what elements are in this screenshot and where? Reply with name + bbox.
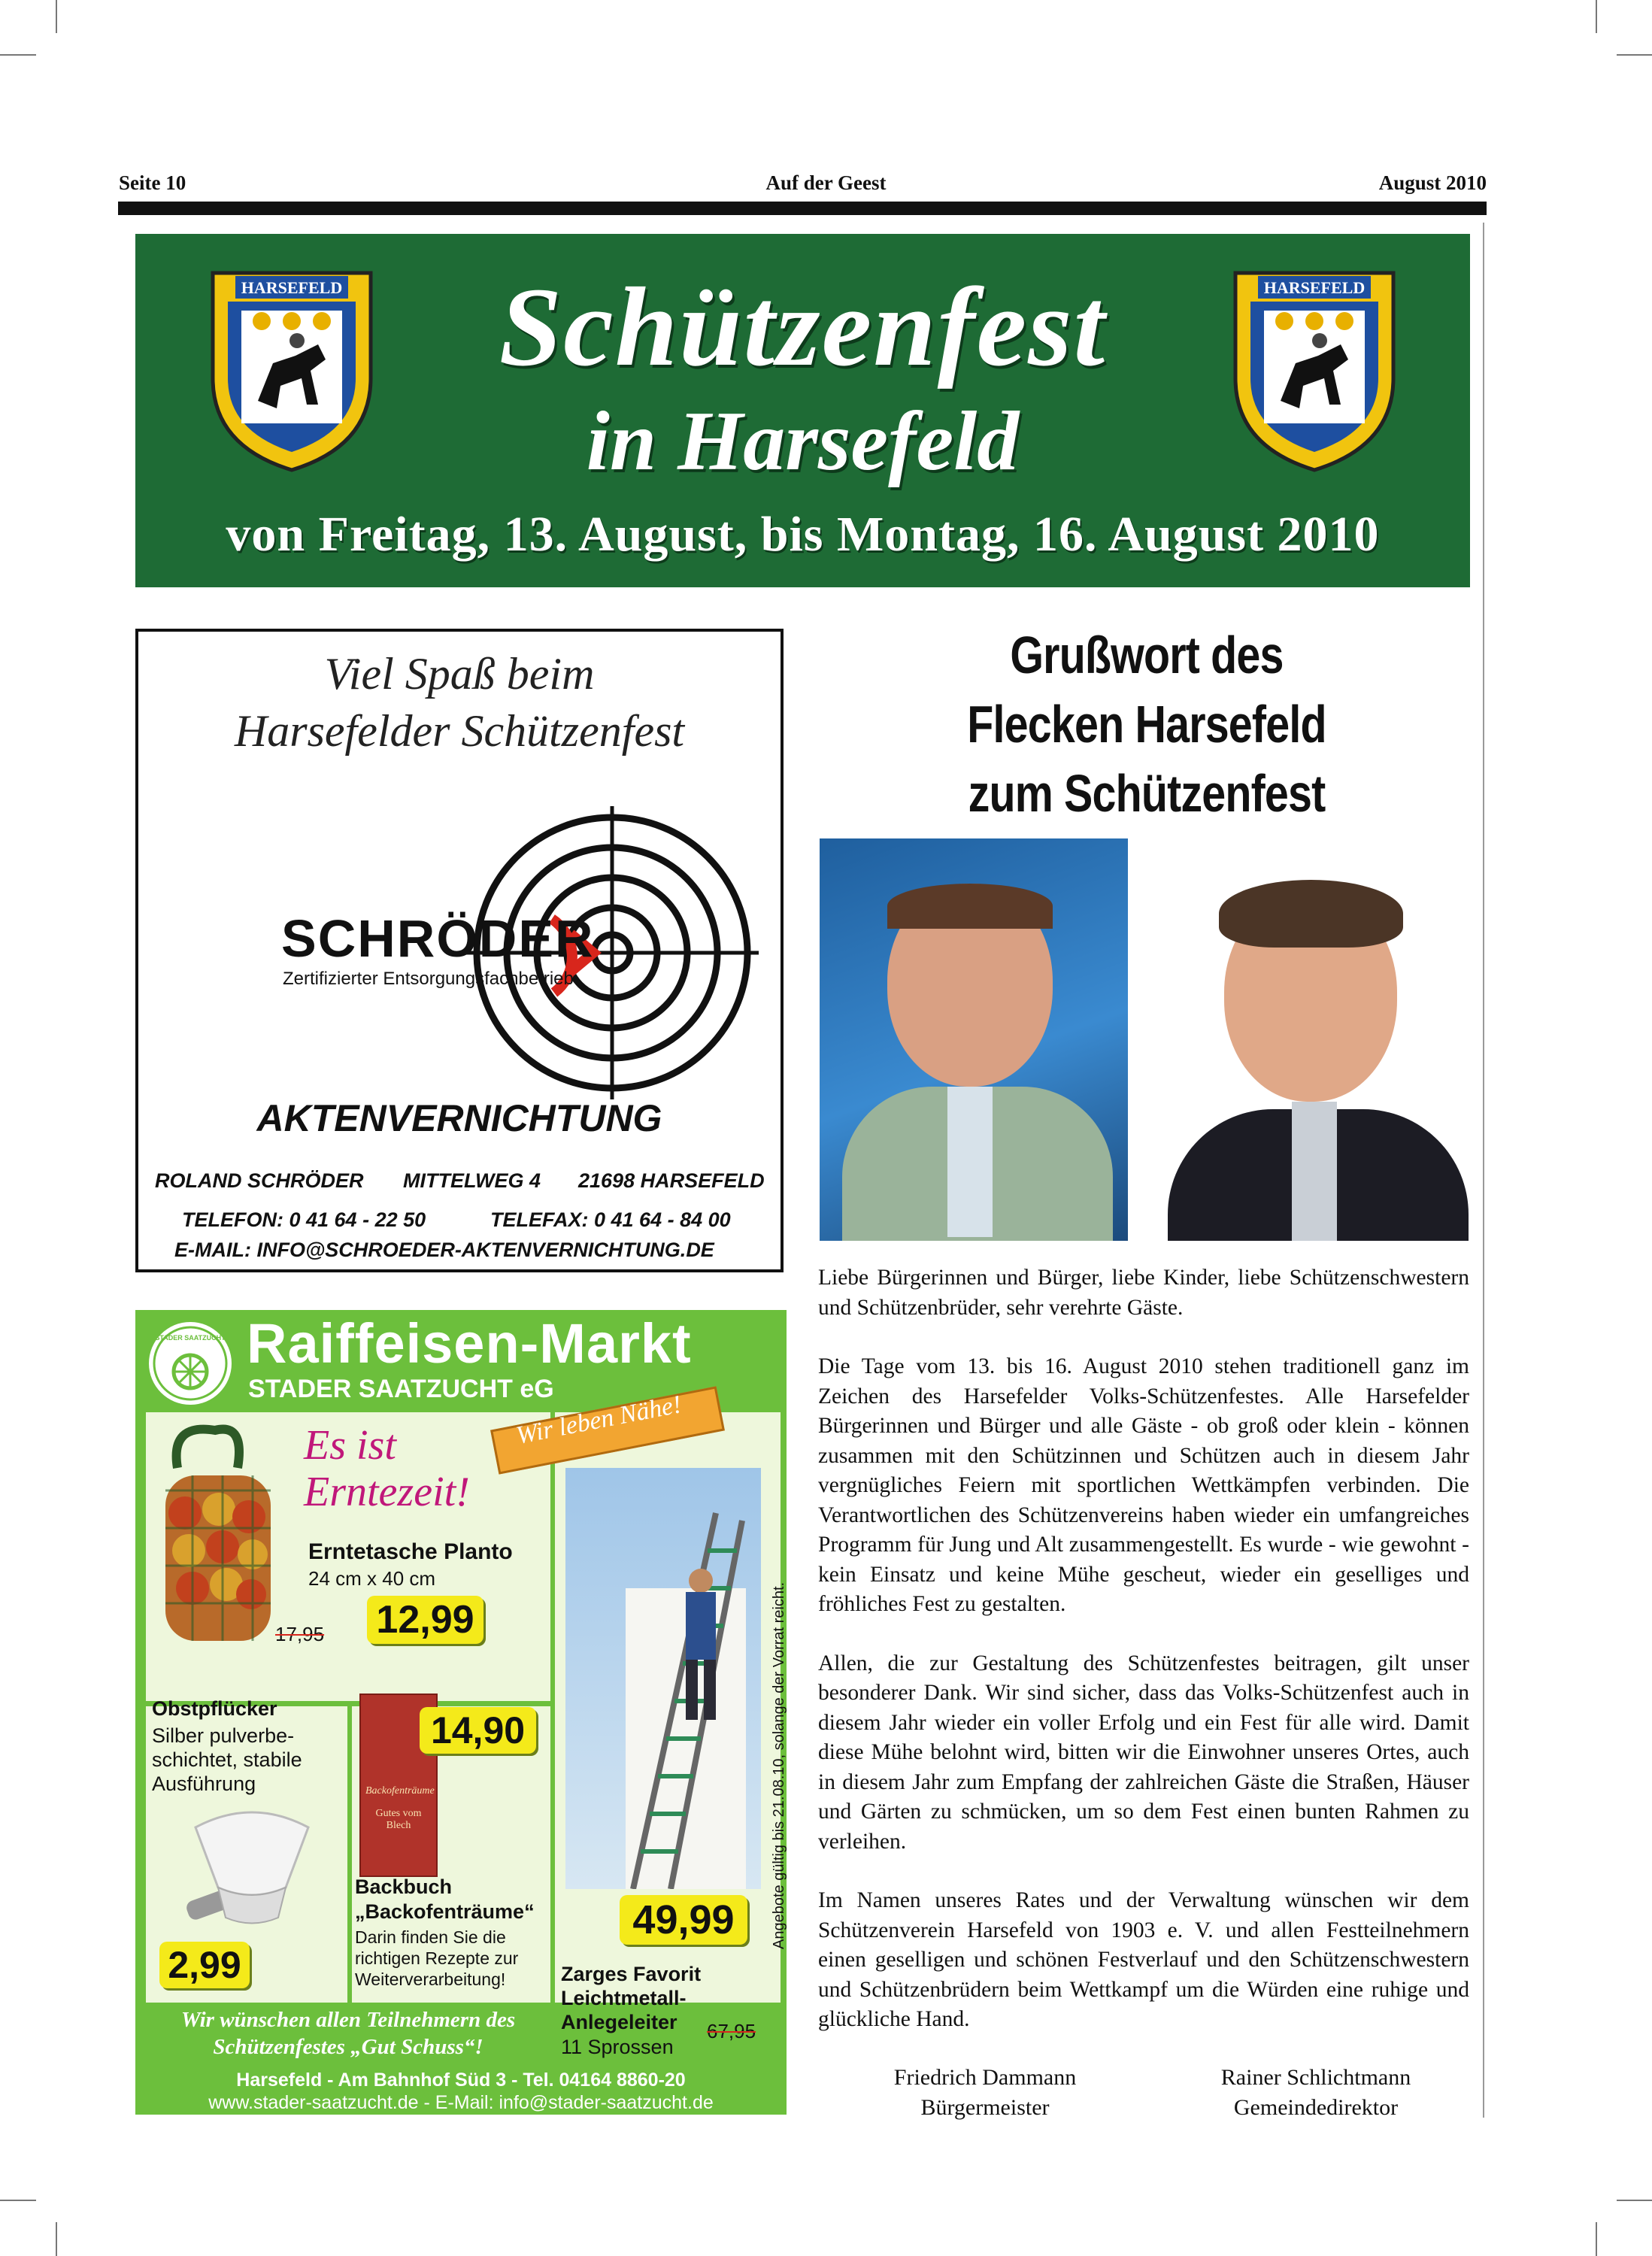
headline-line-1: Grußwort des — [1010, 626, 1284, 684]
signatory-role: Bürgermeister — [920, 2095, 1050, 2120]
item-book-price: 14,90 — [420, 1707, 536, 1754]
hair — [887, 884, 1053, 929]
article-paragraph: Im Namen unseres Rates und der Verwaltung wünschen wir dem Schützenverein Harsefeld von 1903 e. V. und allen Festteilnehmern einen geselligen und schönen Festverlauf und den Schützenschwestern und Schützenbrüdern beim Wettkampf um die Würden eine ruhige und glückliche Hand. — [818, 1888, 1469, 2031]
banner-subtitle: in Harsefeld — [586, 395, 1020, 488]
article-paragraph: Die Tage vom 13. bis 16. August 2010 stehen traditionell ganz im Zeichen des Harsefelder Volks-Schützenfestes. Alle Harsefelder Bürgerinnen und Bürger und alle Gäste - ob groß oder klein - können zusammen mit den Schützinnen und Schützen auch in diesem Jahr vergnügliches Feiern mit sportlichen Wettkämpfen verbinden. Die Verantwortlichen des Schützenvereins haben wieder ein umfangreiches Programm für Jung und Alt zusammengestellt. Es wurde - wie gewohnt - kein Einsatz und keine Mühe gescheut, wieder ein geselliges und fröhliches Fest zu gestalten. — [818, 1354, 1469, 1616]
headline-line-2: Flecken Harsefeld — [967, 695, 1326, 754]
item-bag-name: Erntetasche Planto — [308, 1539, 513, 1564]
schroeder-ad — [135, 629, 784, 1272]
article-paragraph: Allen, die zur Gestaltung des Schützenfestes beitragen, gilt unser besonderer Dank. Wir sind sicher, dass das Volks-Schützenfest auch in diesem Jahr wieder ein voller Erfolg und ein Fest für alle wird. Damit diese Mühe belohnt wird, bitten wir die Einwohner unseres Ortes, auch in diesem Jahr zum Empfang der zahlreichen Gäste die Straßen, Häuser und Gärten zu schmücken, um so dem Fest einen bunten Rahmen zu verleihen. — [818, 1651, 1469, 1854]
crop-mark — [56, 2222, 57, 2256]
ad-fax: TELEFAX: 0 41 64 - 84 00 — [490, 1208, 731, 1231]
ladder-photo — [565, 1468, 761, 1889]
crop-mark — [56, 0, 57, 33]
harvest-bag-image — [155, 1423, 281, 1648]
ad-email: E-MAIL: INFO@SCHROEDER-AKTENVERNICHTUNG.DE — [174, 1239, 714, 1261]
article-body — [818, 1263, 1469, 2064]
crop-mark — [1617, 54, 1652, 56]
raiffeisen-title: Raiffeisen-Markt — [247, 1312, 692, 1375]
item-book-subtitle: „Backofenträume“ — [355, 1900, 535, 1923]
item-ladder-name: Zarges Favorit — [561, 1963, 702, 1985]
item-picker-price: 2,99 — [159, 1942, 250, 1988]
shirt — [1292, 1102, 1337, 1241]
signatory-name: Friedrich Dammann — [893, 2065, 1077, 2090]
crop-mark — [1596, 0, 1597, 33]
item-ladder-name2: Leichtmetall- — [561, 1987, 687, 2009]
item-book-name: Backbuch — [355, 1875, 453, 1898]
wish-line-1: Wir wünschen allen Teilnehmern des — [180, 2008, 516, 2032]
crop-mark — [1617, 2200, 1652, 2201]
wish-line-2: Schützenfestes „Gut Schuss“! — [213, 2035, 483, 2059]
shirt — [947, 1087, 993, 1237]
item-book-desc: Darin finden Sie die richtigen Rezepte zur Weiterverarbeitung! — [355, 1927, 519, 1989]
ad-city: 21698 HARSEFELD — [578, 1169, 765, 1192]
signatory-role: Gemeindedirektor — [1233, 2095, 1399, 2120]
book-subtitle: Gutes vom Blech — [375, 1808, 422, 1831]
article-headline — [875, 620, 1418, 828]
ladder-icon — [611, 1498, 746, 1889]
signature-dammann — [842, 2063, 1128, 2123]
signatory-name: Rainer Schlichtmann — [1220, 2065, 1411, 2090]
ad-slogan-line2: Harsefelder Schützenfest — [234, 706, 685, 756]
fruit-picker-image — [173, 1797, 331, 1948]
crop-mark — [0, 54, 36, 56]
validity-note: Angebote gültig bis 21.08.10, solange der Vorrat reicht. — [771, 1581, 787, 1949]
raiffeisen-ad — [135, 1310, 787, 2115]
crest-label: HARSEFELD — [1263, 278, 1366, 297]
portrait-dammann — [820, 838, 1128, 1241]
item-ladder-desc: 11 Sprossen — [561, 2036, 674, 2058]
festival-banner — [135, 234, 1470, 587]
hair — [1219, 880, 1403, 948]
item-bag-old-price: 17,95 — [275, 1623, 325, 1645]
item-ladder-price: 49,99 — [620, 1895, 747, 1945]
raiffeisen-address: Harsefeld - Am Bahnhof Süd 3 - Tel. 04164 8860-20 — [236, 2070, 686, 2091]
harvest-heading-2: Erntezeit! — [304, 1469, 470, 1515]
headline-line-3: zum Schützenfest — [968, 764, 1326, 823]
ad-headline: AKTENVERNICHTUNG — [256, 1097, 662, 1139]
ribbon-text: Wir leben Nähe! — [514, 1390, 684, 1450]
ad-slogan-line1: Viel Spaß beim — [324, 649, 595, 699]
ad-phone: TELEFON: 0 41 64 - 22 50 — [182, 1208, 426, 1231]
column-rule — [1483, 223, 1484, 2118]
saatzucht-logo-icon — [146, 1319, 235, 1408]
raiffeisen-web: www.stader-saatzucht.de - E-Mail: info@stader-saatzucht.de — [208, 2092, 714, 2113]
ad-owner: ROLAND SCHRÖDER — [155, 1169, 364, 1192]
harvest-heading-1: Es ist — [304, 1422, 396, 1469]
article-paragraph: Liebe Bürgerinnen und Bürger, liebe Kinder, liebe Schützenschwestern und Schützenbrüder, sehr verehrte Gäste. — [818, 1266, 1469, 1320]
ad-street: MITTELWEG 4 — [403, 1169, 541, 1192]
item-ladder-old-price: 67,95 — [707, 2020, 756, 2042]
item-picker-desc: Silber pulverbe- schichtet, stabile Ausführung — [152, 1724, 302, 1795]
logo-caption: STADER SAATZUCHT — [155, 1334, 226, 1342]
banner-dates: von Freitag, 13. August, bis Montag, 16. August 2010 — [226, 507, 1380, 562]
banner-title: Schützenfest — [499, 265, 1107, 390]
signature-schlichtmann — [1173, 2063, 1459, 2123]
schroeder-logo-sub: Zertifizierter Entsorgungsfachbetrieb — [283, 969, 574, 989]
header-rule — [118, 202, 1487, 215]
schroeder-logo: SCHRÖDER — [281, 909, 595, 968]
page-number: Seite 10 — [119, 171, 186, 194]
crop-mark — [0, 2200, 36, 2201]
item-bag-price: 12,99 — [367, 1596, 483, 1644]
crop-mark — [1596, 2222, 1597, 2256]
newspaper-name: Auf der Geest — [765, 171, 887, 194]
crest-label: HARSEFELD — [241, 278, 343, 297]
issue-date: August 2010 — [1378, 171, 1487, 194]
item-ladder-name3: Anlegeleiter — [561, 2011, 677, 2033]
item-bag-size: 24 cm x 40 cm — [308, 1567, 436, 1590]
book-title: Backofenträume — [365, 1785, 435, 1797]
raiffeisen-subtitle: STADER SAATZUCHT eG — [248, 1375, 554, 1403]
item-picker-name: Obstpflücker — [152, 1697, 277, 1720]
portrait-schlichtmann — [1160, 838, 1469, 1241]
